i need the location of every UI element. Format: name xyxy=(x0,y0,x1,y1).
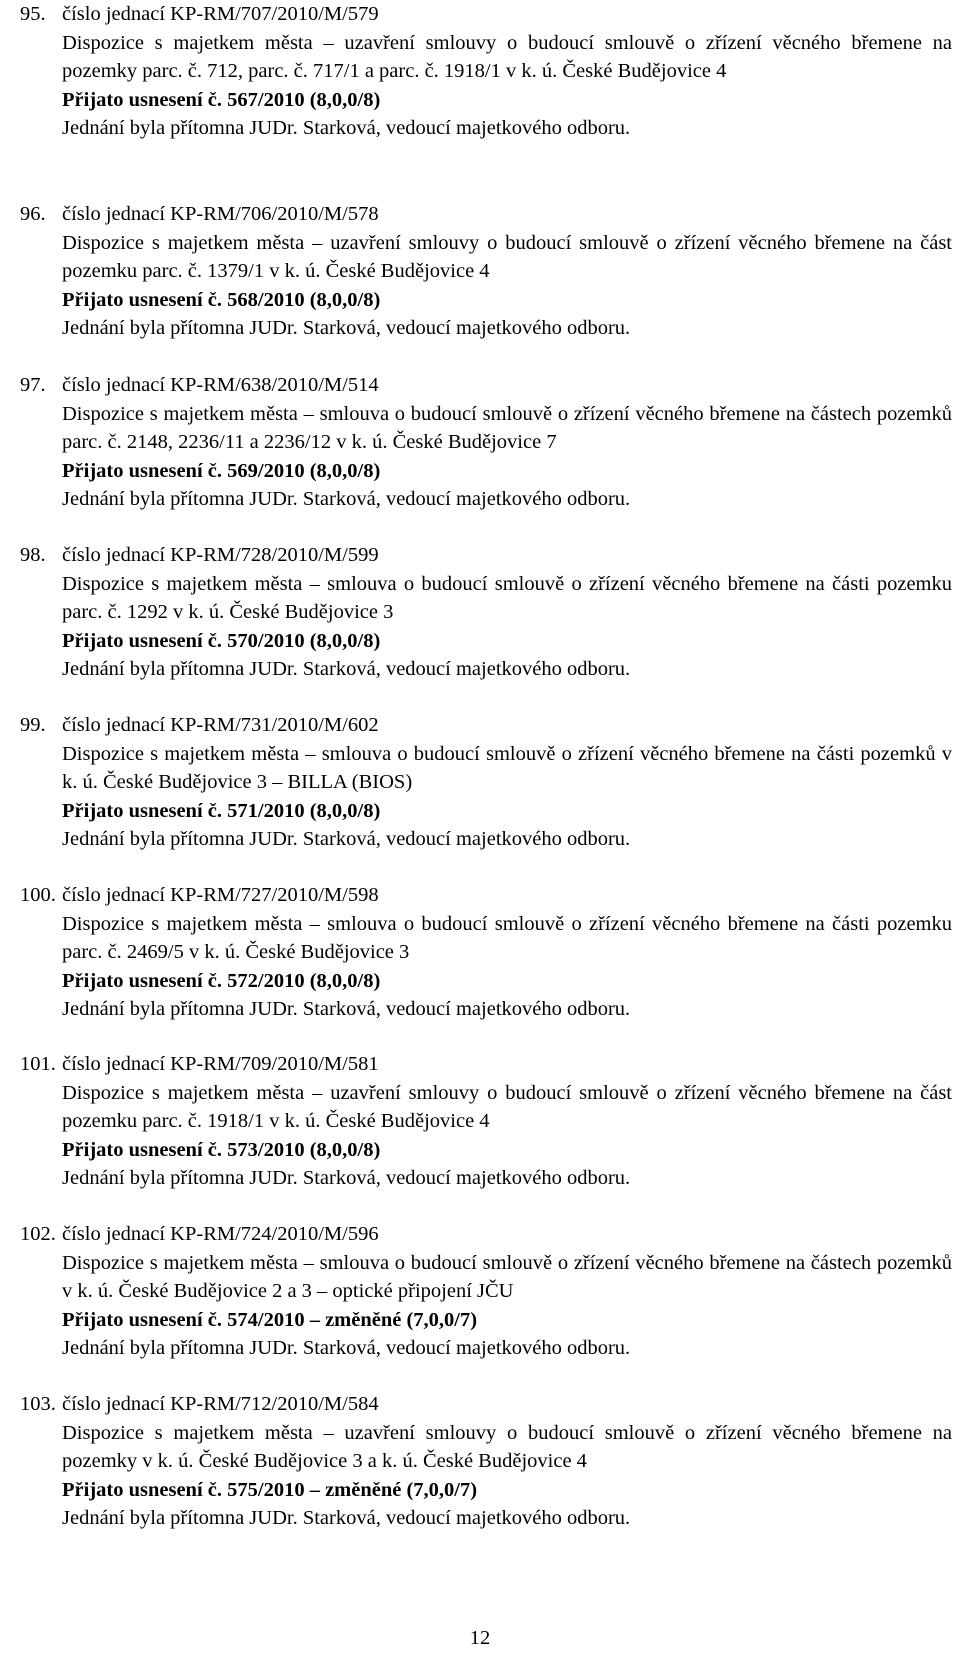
agenda-item-103 xyxy=(20,1390,950,1533)
agenda-item-96 xyxy=(20,200,950,343)
item-description: Dispozice s majetkem města – smlouva o budoucí smlouvě o zřízení věcného břemene na části pozemku parc. č. 1292 v k. ú. České Budějovice 3 xyxy=(62,572,952,624)
resolution-line: Přijato usnesení č. 567/2010 (8,0,0/8) xyxy=(62,88,381,111)
attendance-line: Jednání byla přítomna JUDr. Starková, vedoucí majetkového odboru. xyxy=(62,828,631,851)
item-description: Dispozice s majetkem města – uzavření smlouvy o budoucí smlouvě o zřízení věcného břemene na pozemky parc. č. 712, parc. č. 717/1 a parc. č. 1918/1 v k. ú. České Budějovice 4 xyxy=(62,31,952,83)
item-description: Dispozice s majetkem města – uzavření smlouvy o budoucí smlouvě o zřízení věcného břemene na část pozemku parc. č. 1918/1 v k. ú. České Budějovice 4 xyxy=(62,1081,952,1133)
resolution-line: Přijato usnesení č. 575/2010 – změněné (7,0,0/7) xyxy=(62,1478,478,1501)
attendance-line: Jednání byla přítomna JUDr. Starková, vedoucí majetkového odboru. xyxy=(62,1337,631,1360)
resolution-line: Přijato usnesení č. 572/2010 (8,0,0/8) xyxy=(62,969,381,992)
page-number: 12 xyxy=(469,1627,491,1649)
reference-number: číslo jednací KP-RM/707/2010/M/579 xyxy=(62,3,379,25)
agenda-item-100 xyxy=(20,881,950,1024)
attendance-line: Jednání byla přítomna JUDr. Starková, vedoucí majetkového odboru. xyxy=(62,488,631,511)
agenda-item-95 xyxy=(20,0,950,143)
reference-number: číslo jednací KP-RM/727/2010/M/598 xyxy=(62,884,379,906)
reference-number: číslo jednací KP-RM/731/2010/M/602 xyxy=(62,714,379,736)
attendance-line: Jednání byla přítomna JUDr. Starková, vedoucí majetkového odboru. xyxy=(62,1507,631,1530)
item-number: 98. xyxy=(20,544,46,566)
item-description: Dispozice s majetkem města – uzavření smlouvy o budoucí smlouvě o zřízení věcného břemene na pozemky v k. ú. České Budějovice 3 a k. ú. České Budějovice 4 xyxy=(62,1421,952,1473)
item-number: 99. xyxy=(20,714,46,736)
resolution-line: Přijato usnesení č. 571/2010 (8,0,0/8) xyxy=(62,799,381,822)
item-description: Dispozice s majetkem města – smlouva o budoucí smlouvě o zřízení věcného břemene na částech pozemků parc. č. 2148, 2236/11 a 2236/12 v k. ú. České Budějovice 7 xyxy=(62,402,952,454)
attendance-line: Jednání byla přítomna JUDr. Starková, vedoucí majetkového odboru. xyxy=(62,317,631,340)
resolution-line: Přijato usnesení č. 574/2010 – změněné (7,0,0/7) xyxy=(62,1308,478,1331)
reference-number: číslo jednací KP-RM/638/2010/M/514 xyxy=(62,374,379,396)
attendance-line: Jednání byla přítomna JUDr. Starková, vedoucí majetkového odboru. xyxy=(62,658,631,681)
attendance-line: Jednání byla přítomna JUDr. Starková, vedoucí majetkového odboru. xyxy=(62,117,631,140)
agenda-item-101 xyxy=(20,1050,950,1193)
item-number: 102. xyxy=(20,1223,56,1245)
attendance-line: Jednání byla přítomna JUDr. Starková, vedoucí majetkového odboru. xyxy=(62,1167,631,1190)
reference-number: číslo jednací KP-RM/724/2010/M/596 xyxy=(62,1223,379,1245)
item-description: Dispozice s majetkem města – smlouva o budoucí smlouvě o zřízení věcného břemene na částech pozemků v k. ú. České Budějovice 2 a 3 – optické připojení JČU xyxy=(62,1251,952,1303)
resolution-line: Přijato usnesení č. 569/2010 (8,0,0/8) xyxy=(62,459,381,482)
resolution-line: Přijato usnesení č. 573/2010 (8,0,0/8) xyxy=(62,1138,381,1161)
agenda-item-98 xyxy=(20,541,950,684)
item-description: Dispozice s majetkem města – uzavření smlouvy o budoucí smlouvě o zřízení věcného břemene na část pozemku parc. č. 1379/1 v k. ú. České Budějovice 4 xyxy=(62,231,952,283)
item-number: 97. xyxy=(20,374,46,396)
agenda-item-99 xyxy=(20,711,950,854)
item-number: 96. xyxy=(20,203,46,225)
reference-number: číslo jednací KP-RM/728/2010/M/599 xyxy=(62,544,379,566)
item-number: 100. xyxy=(20,884,56,906)
item-number: 95. xyxy=(20,3,46,25)
attendance-line: Jednání byla přítomna JUDr. Starková, vedoucí majetkového odboru. xyxy=(62,998,631,1021)
item-description: Dispozice s majetkem města – smlouva o budoucí smlouvě o zřízení věcného břemene na části pozemku parc. č. 2469/5 v k. ú. České Budějovice 3 xyxy=(62,912,952,964)
item-number: 101. xyxy=(20,1053,56,1075)
reference-number: číslo jednací KP-RM/709/2010/M/581 xyxy=(62,1053,379,1075)
item-description: Dispozice s majetkem města – smlouva o budoucí smlouvě o zřízení věcného břemene na části pozemků v k. ú. České Budějovice 3 – BILLA (BIOS) xyxy=(62,742,952,794)
reference-number: číslo jednací KP-RM/712/2010/M/584 xyxy=(62,1393,379,1415)
agenda-item-97 xyxy=(20,371,950,514)
resolution-line: Přijato usnesení č. 570/2010 (8,0,0/8) xyxy=(62,629,381,652)
agenda-item-102 xyxy=(20,1220,950,1363)
reference-number: číslo jednací KP-RM/706/2010/M/578 xyxy=(62,203,379,225)
item-number: 103. xyxy=(20,1393,56,1415)
resolution-line: Přijato usnesení č. 568/2010 (8,0,0/8) xyxy=(62,288,381,311)
